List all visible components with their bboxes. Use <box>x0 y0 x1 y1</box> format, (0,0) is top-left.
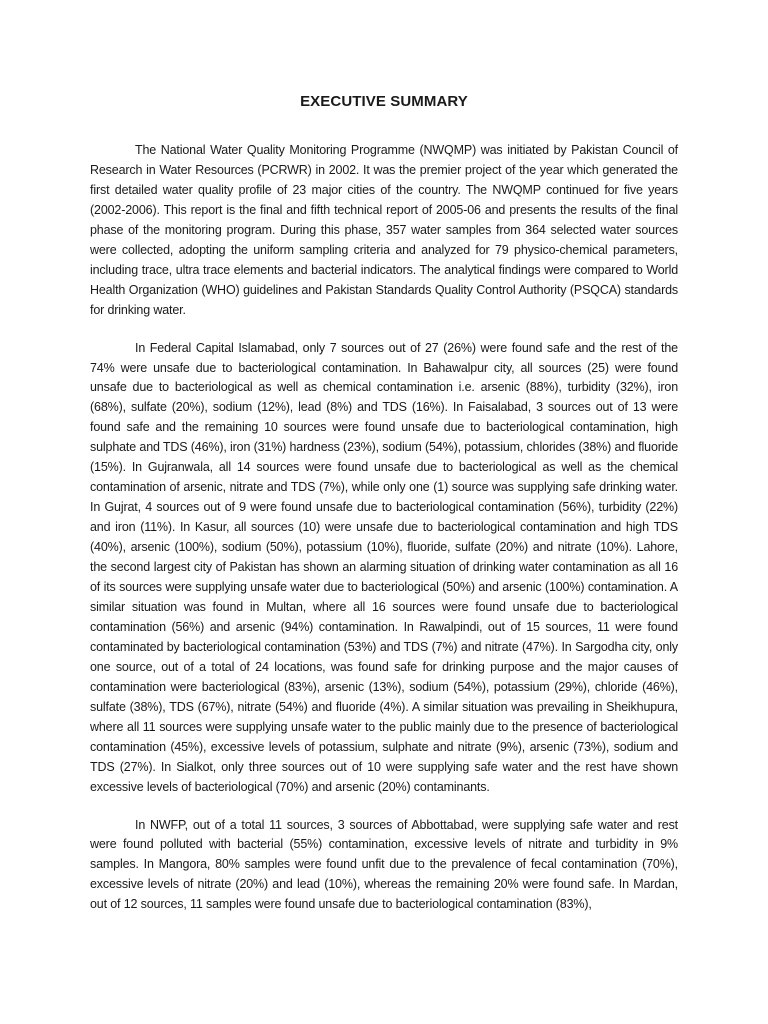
page-title: EXECUTIVE SUMMARY <box>300 93 468 110</box>
paragraph-nwqmp-overview: The National Water Quality Monitoring Programme (NWQMP) was initiated by Pakistan Council of Research in Water Resources (PCRWR) in 2002. It was the premier project of the year which generated the first detailed water quality profile of 23 major cities of the country. The NWQMP continued for five years (2002-2006). This report is the final and fifth technical report of 2005-06 and presents the results of the final phase of the monitoring program. During this phase, 357 water samples from 364 selected water sources were collected, adopting the uniform sampling criteria and analyzed for 79 physico-chemical parameters, including trace, ultra trace elements and bacterial indicators. The analytical findings were compared to World Health Organization (WHO) guidelines and Pakistan Standards Quality Control Authority (PSQCA) standards for drinking water. <box>90 143 678 317</box>
paragraph-punjab-findings: In Federal Capital Islamabad, only 7 sources out of 27 (26%) were found safe and the rest of the 74% were unsafe due to bacteriological contamination. In Bahawalpur city, all sources (25) were found unsafe due to bacteriological as well as chemical contamination i.e. arsenic (88%), turbidity (32%), iron (68%), sulfate (20%), sodium (12%), lead (8%) and TDS (16%). In Faisalabad, 3 sources out of 13 were found safe and the remaining 10 sources were found unsafe due to bacteriological contamination, high sulphate and TDS (46%), iron (31%) hardness (23%), sodium (54%), potassium, chlorides (38%) and fluoride (15%). In Gujranwala, all 14 sources were found unsafe due to bacteriological as well as the chemical contamination of arsenic, nitrate and TDS (7%), while only one (1) source was supplying safe drinking water. In Gujrat, 4 sources out of 9 were found unsafe due to bacteriological contamination (56%), turbidity (22%) and iron (11%). In Kasur, all sources (10) were unsafe due to bacteriological contamination and high TDS (40%), arsenic (100%), sodium (50%), potassium (10%), fluoride, sulfate (20%) and nitrate (10%). Lahore, the second largest city of Pakistan has shown an alarming situation of drinking water contamination as all 16 of its sources were supplying unsafe water due to bacteriological (50%) and arsenic (100%) contamination. A similar situation was found in Multan, where all 16 sources were found unsafe due to bacteriological contamination (56%) and arsenic (94%) contamination. In Rawalpindi, out of 15 sources, 11 were found contaminated by bacteriological contamination (53%) and TDS (7%) and nitrate (47%). In Sargodha city, only one source, out of a total of 24 locations, was found safe for drinking purpose and the major causes of contamination were bacteriological (83%), arsenic (13%), sodium (54%), potassium (29%), chloride (46%), sulfate (38%), TDS (67%), nitrate (54%) and fluoride (4%). A similar situation was prevailing in Sheikhupura, where all 11 sources were supplying unsafe water to the public mainly due to the presence of bacteriological contamination (45%), excessive levels of potassium, sulphate and nitrate (9%), arsenic (73%), sodium and TDS (27%). In Sialkot, only three sources out of 10 were supplying safe water and the rest have shown excessive levels of bacteriological (70%) and arsenic (20%) contaminants. <box>90 340 678 794</box>
document-body <box>90 141 678 933</box>
paragraph-nwfp-findings: In NWFP, out of a total 11 sources, 3 sources of Abbottabad, were supplying safe water and rest were found polluted with bacterial (55%) contamination, excessive levels of nitrate and turbidity in 9% samples. In Mangora, 80% samples were found unfit due to the prevalence of fecal contamination (70%), excessive levels of nitrate (20%) and lead (10%), whereas the remaining 20% were found safe. In Mardan, out of 12 sources, 11 samples were found unsafe due to bacteriological contamination (83%), <box>90 817 678 912</box>
